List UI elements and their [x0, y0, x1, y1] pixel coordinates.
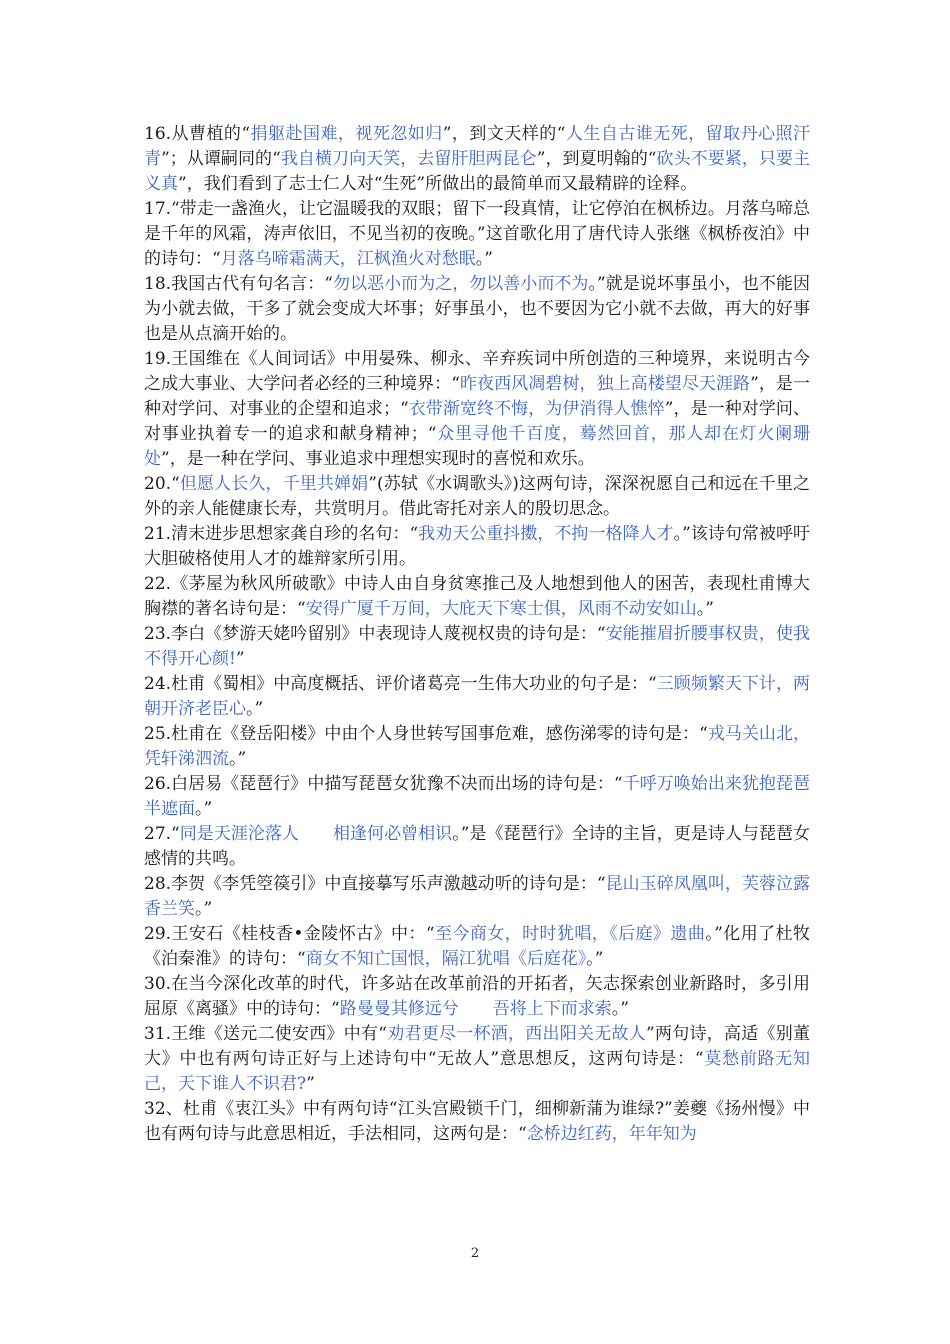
body-text: ”，我们看到了志士仁人对“生死”所做出的最简单而又最精辟的诠释。	[178, 174, 698, 194]
item-25	[144, 722, 810, 772]
item-29	[144, 922, 810, 972]
body-text: ”	[235, 649, 245, 669]
quoted-verse: 戎马关山北，凭轩涕泗流	[144, 724, 810, 769]
item-17	[144, 197, 810, 272]
body-text: 20.“	[144, 474, 180, 494]
quoted-verse: 我自横刀向天笑，去留肝胆两昆仑	[280, 149, 537, 169]
body-text: ”；从谭嗣同的“	[161, 149, 281, 169]
quoted-verse: 路曼曼其修远兮	[339, 999, 459, 1019]
body-text: 。”该诗句常被呼吁大胆破格使用人才的雄辩家所引用。	[144, 524, 810, 569]
quoted-verse: 砍头不要紧，只要主义真	[144, 149, 811, 194]
quoted-verse: 众里寻他千百度，蓦然回首，那人却在灯火阑珊处	[144, 424, 810, 469]
body-text: 。”化用了杜牧《泊秦淮》的诗句：“	[144, 924, 810, 969]
quoted-verse: 但愿人长久，千里共婵娟	[179, 474, 369, 494]
body-text: ”，是一种对学问、对事业的企望和追求；“	[144, 374, 810, 419]
body-text: 22.《茅屋为秋风所破歌》中诗人由自身贫寒推己及人地想到他人的困苦，表现杜甫博大胸襟的著名诗句是：“	[144, 574, 810, 619]
page-number: 2	[470, 1246, 480, 1261]
item-27	[144, 822, 810, 872]
body-text: ”	[306, 1074, 315, 1094]
body-text: 29.王安石《桂枝香•金陵怀古》中：“	[144, 924, 435, 944]
item-26	[144, 772, 810, 822]
item-16	[144, 122, 810, 197]
item-20	[144, 472, 810, 522]
body-text: 。”	[696, 599, 714, 619]
quoted-verse: 商女不知亡国恨，隔江犹唱《后庭花》	[305, 949, 587, 969]
body-text: ”，到夏明翰的“	[536, 149, 657, 169]
item-32	[144, 1097, 810, 1147]
item-28	[144, 872, 810, 922]
quoted-verse: 昆山玉碎凤凰叫，芙蓉泣露香兰笑	[144, 874, 810, 919]
body-text: 27.“	[144, 824, 180, 844]
body-text: 。”	[586, 949, 604, 969]
quoted-verse: 至今商女，时时犹唱，《后庭》遗曲	[434, 924, 706, 944]
body-text: 23.李白《梦游天姥吟留别》中表现诗人蔑视权贵的诗句是：“	[144, 624, 606, 644]
quoted-verse: 相逢何必曾相识	[332, 824, 453, 844]
quoted-verse: 三顾频繁天下计，两朝开济老臣心	[144, 674, 811, 719]
body-text: 。”就是说坏事虽小，也不能因为小就去做，干多了就会变成大坏事；好事虽小，也不要因为它小就不去做，再大的好事也是从点滴开始的。	[144, 274, 810, 344]
body-text: 。”	[475, 249, 493, 269]
body-text: 32、杜甫《衷江头》中有两句诗“江头宫殿锁千门，细柳新蒲为谁绿?”姜夔《扬州慢》中也有两句诗与此意思相近，手法相同，这两句是：“	[144, 1099, 810, 1144]
body-text: 。”	[611, 999, 629, 1019]
item-30	[144, 972, 810, 1022]
quoted-verse: 月落乌啼霜满天，江枫渔火对愁眠	[220, 249, 476, 269]
quoted-verse: 我劝天公重抖擞，不拘一格降人才	[418, 524, 674, 544]
body-text: ”(苏轼《水调歌头》)这两句诗，深深祝愿自己和远在千里之外的亲人能健康长寿，共赏明月。借此寄托对亲人的殷切思念。	[144, 474, 810, 519]
quoted-verse: 捐躯赴国难，视死忽如归	[250, 124, 443, 144]
item-23	[144, 622, 810, 672]
body-text: 。”	[195, 899, 213, 919]
quoted-verse: 安能摧眉折腰事权贵，使我不得开心颜!	[144, 624, 810, 669]
body-text: 17.“带走一盏渔火，让它温暖我的双眼；留下一段真情，让它停泊在枫桥边。月落乌啼总是千年的风霜，涛声依旧，不见当初的夜晚。”这首歌化用了唐代诗人张继《枫桥夜泊》中的诗句：“	[144, 199, 810, 269]
item-19	[144, 347, 810, 472]
body-text: 21.清末进步思想家龚自珍的名句：“	[144, 524, 419, 544]
quoted-verse: 念桥边红药，年年知为	[526, 1124, 697, 1144]
quoted-verse: 吾将上下而求索	[492, 999, 612, 1019]
item-22	[144, 572, 810, 622]
quoted-verse: 昨夜西风凋碧树，独上高楼望尽天涯路	[459, 374, 751, 394]
quoted-verse: 安得广厦千万间，大庇天下寒士俱，风雨不动安如山	[305, 599, 697, 619]
body-text: 19.王国维在《人间词话》中用晏殊、柳永、辛弃疾词中所创造的三种境界，来说明古今之成大事业、大学问者必经的三种境界：“	[144, 349, 810, 394]
quoted-verse: 莫愁前路无知己，天下谁人不识君?	[144, 1049, 811, 1094]
body-text: 31.王维《送元二使安西》中有“	[144, 1024, 387, 1044]
body-text: ”，到文天样的“	[442, 124, 566, 144]
quoted-verse: 同是天涯沦落人	[179, 824, 299, 844]
body-text: 30.在当今深化改革的时代，许多站在改革前沿的开拓者，矢志探索创业新路时，多引用屈原《离骚》中的诗句：“	[144, 974, 810, 1019]
quoted-verse: 千呼万唤始出来犹抱琵琶半遮面	[144, 774, 810, 819]
body-text: 。”	[195, 799, 213, 819]
body-text: ”，是一种对学问、对事业执着专一的追求和献身精神；“	[144, 399, 810, 444]
body-text: 28.李贺《李凭箜篌引》中直接摹写乐声激越动听的诗句是：“	[144, 874, 606, 894]
body-text: ”，是一种在学问、事业追求中理想实现时的喜悦和欢乐。	[161, 449, 595, 469]
item-18	[144, 272, 810, 347]
body-text: 25.杜甫在《登岳阳楼》中由个人身世转写国事危难，感伤涕零的诗句是：“	[144, 724, 708, 744]
body-text: ”两句诗，高适《别董大》中也有两句诗正好与上述诗句中“无故人”意思想反，这两句诗是：“	[144, 1024, 810, 1069]
body-text: 26.白居易《琵琶行》中描写琵琶女犹豫不决而出场的诗句是：“	[144, 774, 623, 794]
body-text: 。”	[229, 749, 247, 769]
document-body	[144, 122, 810, 1147]
quoted-verse: 衣带渐宽终不悔，为伊消得人憔悴	[408, 399, 665, 419]
item-21	[144, 522, 810, 572]
body-text: 。”是《琵琶行》全诗的主旨，更是诗人与琵琶女感情的共鸣。	[144, 824, 810, 869]
body-text: 18.我国古代有句名言：“	[144, 274, 333, 294]
quoted-verse: 勿以恶小而为之，勿以善小而不为	[333, 274, 589, 294]
quoted-verse: 劝君更尽一杯酒，西出阳关无故人	[387, 1024, 647, 1044]
quoted-verse: 人生自古谁无死，留取丹心照汗青	[144, 124, 811, 169]
body-text: 。”	[246, 699, 264, 719]
item-24	[144, 672, 810, 722]
body-text: 24.杜甫《蜀相》中高度概括、评价诸葛亮一生伟大功业的句子是：“	[144, 674, 657, 694]
body-text: 16.从曹植的“	[144, 124, 251, 144]
item-31	[144, 1022, 810, 1097]
